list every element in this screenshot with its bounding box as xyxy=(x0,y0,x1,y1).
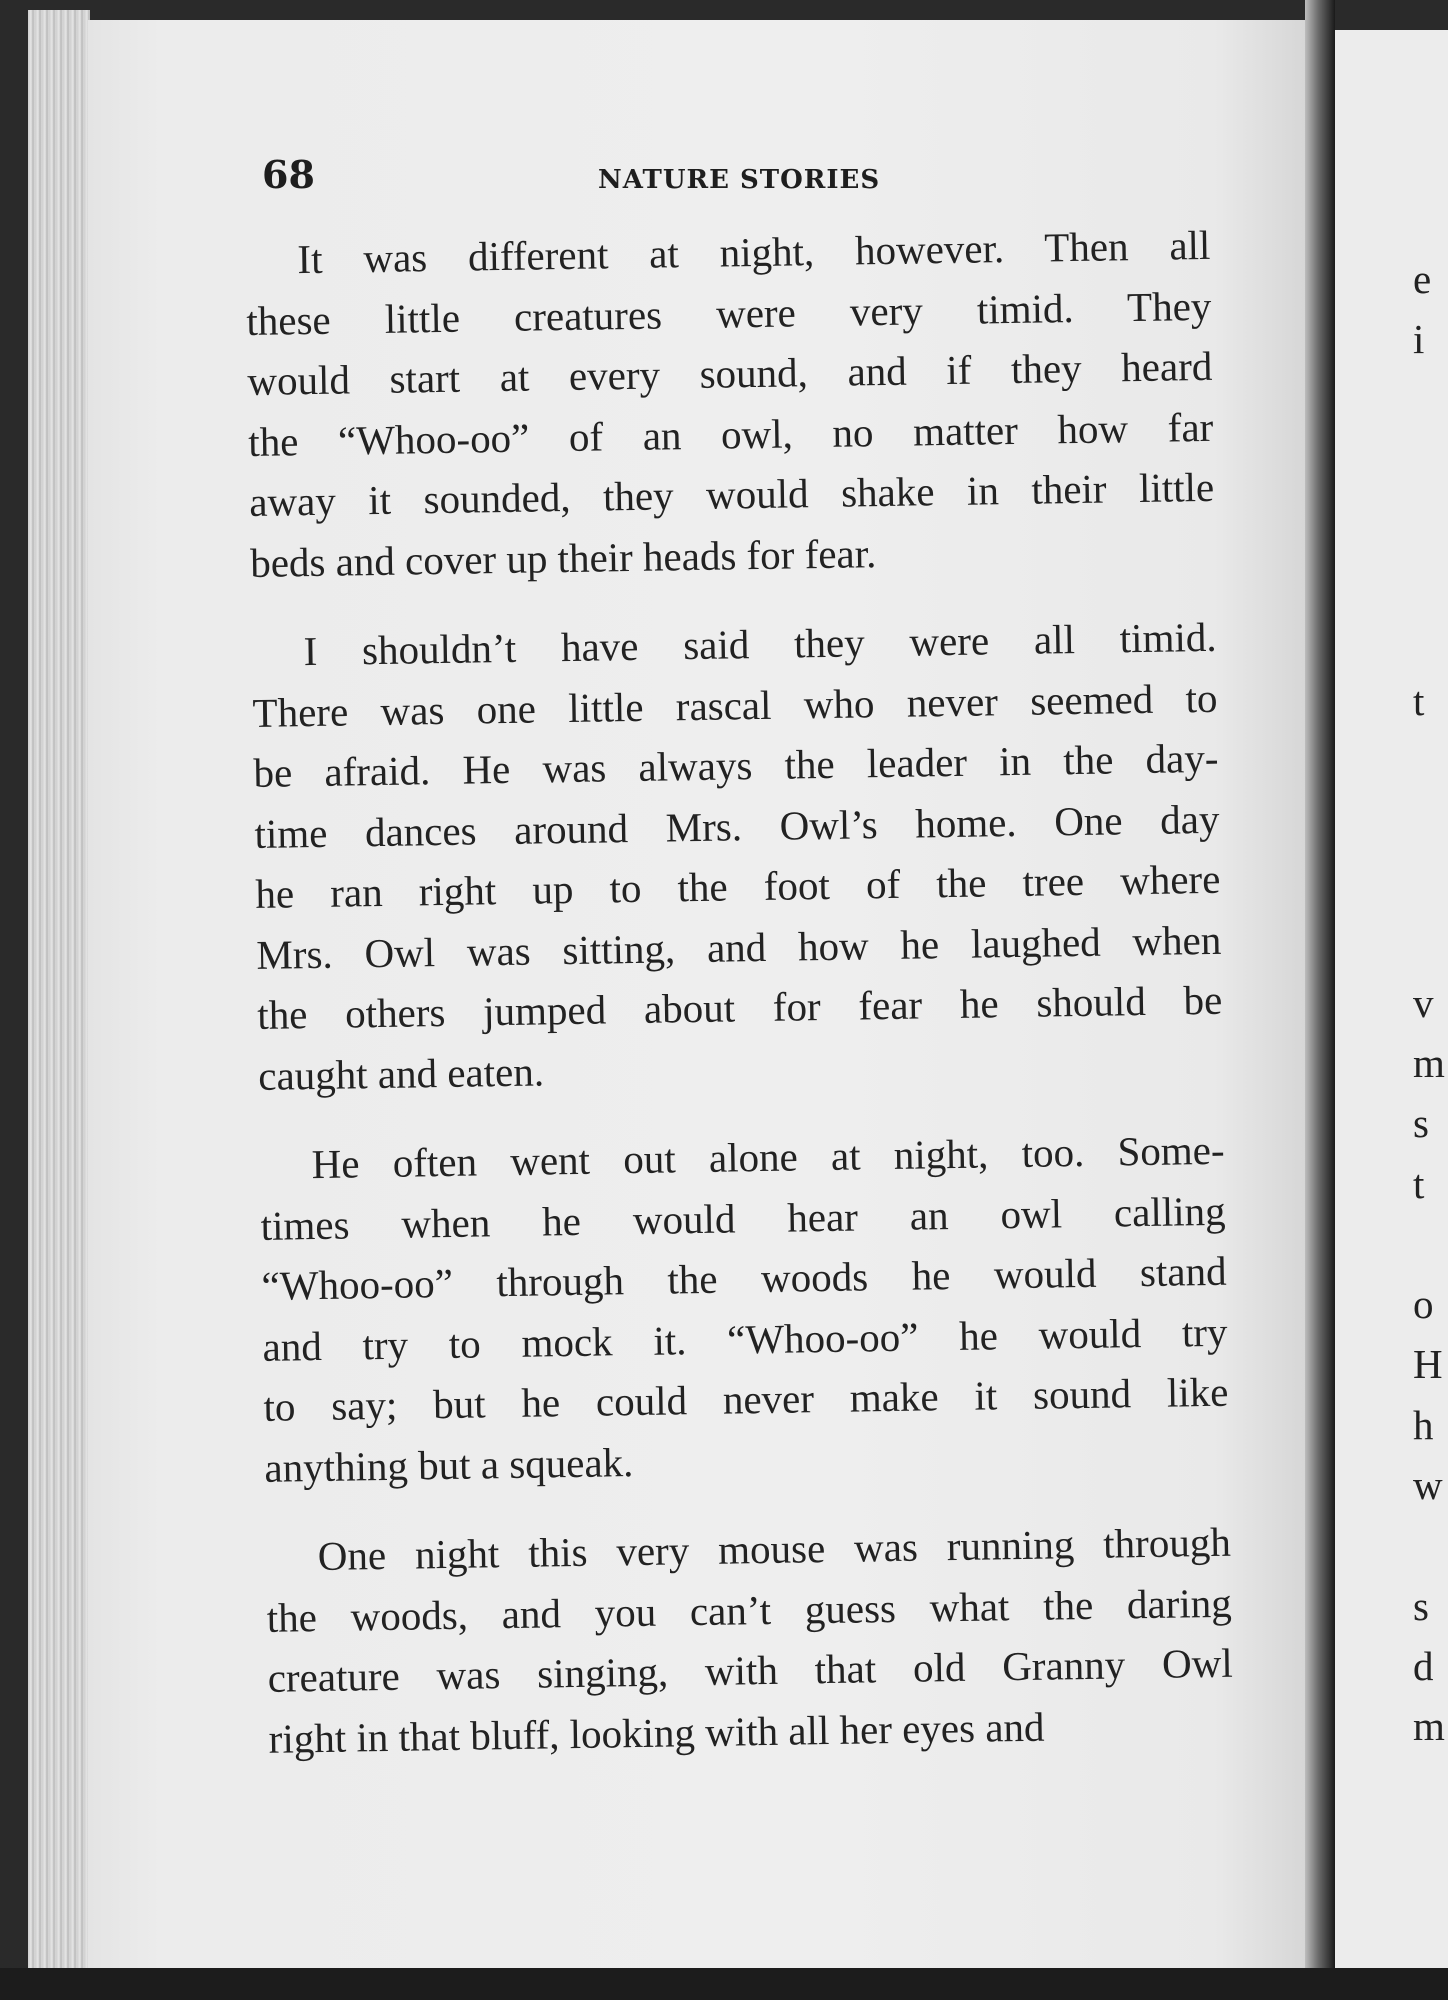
text-line: and try to mock it. “Whoo-oo” he would try xyxy=(262,1308,1228,1370)
text-line: be afraid. He was always the leader in the day- xyxy=(253,734,1219,796)
text-line: It was different at night, however. Then all xyxy=(297,221,1211,283)
scan-bottom-edge xyxy=(0,1968,1448,2000)
right-page-fragment: s xyxy=(1413,1582,1429,1629)
book-gutter xyxy=(1305,0,1335,2000)
right-page-fragment: o xyxy=(1413,1281,1434,1328)
text-line: times when he would hear an owl calling xyxy=(260,1187,1226,1249)
paragraph xyxy=(251,607,1223,1106)
right-page-fragment: t xyxy=(1413,678,1425,725)
paragraph xyxy=(259,1120,1230,1498)
text-line: the others jumped about for fear he should be xyxy=(256,976,1223,1038)
text-line: creature was singing, with that old Granny Owl xyxy=(267,1639,1233,1701)
right-page-fragment: e xyxy=(1413,256,1432,302)
text-line: “Whoo-oo” through the woods he would stand xyxy=(261,1247,1227,1309)
right-page xyxy=(1335,30,1448,1975)
text-line: the woods, and you can’t guess what the daring xyxy=(266,1579,1233,1641)
right-page-fragments xyxy=(1335,30,1448,1975)
paragraph xyxy=(245,215,1216,593)
right-page-fragment: H xyxy=(1413,1341,1443,1388)
text-line: Mrs. Owl was sitting, and how he laughed when xyxy=(256,916,1222,978)
right-page-fragment: v xyxy=(1413,979,1434,1026)
right-page-fragment: m xyxy=(1413,1039,1445,1086)
text-line: anything but a squeak. xyxy=(264,1438,634,1491)
text-line: He often went out alone at night, too. Some- xyxy=(311,1126,1225,1188)
running-title: NATURE STORIES xyxy=(598,165,881,195)
paragraph xyxy=(265,1512,1234,1769)
right-page-fragment: h xyxy=(1413,1401,1434,1448)
text-line: away it sounded, they would shake in their little xyxy=(248,463,1215,525)
body-text xyxy=(245,215,1235,1798)
text-line: to say; but he could never make it sound like xyxy=(263,1368,1229,1430)
right-page-fragment: d xyxy=(1413,1642,1434,1689)
text-line: these little creatures were very timid. They xyxy=(246,282,1212,344)
text-line: I shouldn’t have said they were all timid. xyxy=(303,613,1217,675)
right-page-fragment: s xyxy=(1413,1100,1429,1147)
text-line: One night this very mouse was running through xyxy=(317,1518,1232,1580)
text-line: right in that bluff, looking with all her eyes and xyxy=(268,1703,1045,1762)
text-line: beds and cover up their heads for fear. xyxy=(249,529,877,586)
text-line: caught and eaten. xyxy=(257,1047,545,1099)
right-page-fragment: t xyxy=(1413,1160,1425,1207)
text-line: There was one little rascal who never seemed to xyxy=(252,674,1218,736)
text-line: the “Whoo-oo” of an owl, no matter how far xyxy=(247,403,1214,465)
page-number: 68 xyxy=(262,152,315,197)
page-edges xyxy=(28,10,90,1975)
text-line: would start at every sound, and if they heard xyxy=(247,342,1213,404)
right-page-fragment: m xyxy=(1413,1703,1445,1750)
right-page-fragment: i xyxy=(1413,316,1425,363)
text-line: time dances around Mrs. Owl’s home. One day xyxy=(254,795,1220,857)
text-line: he ran right up to the foot of the tree where xyxy=(255,855,1221,917)
right-page-fragment: w xyxy=(1413,1462,1443,1508)
